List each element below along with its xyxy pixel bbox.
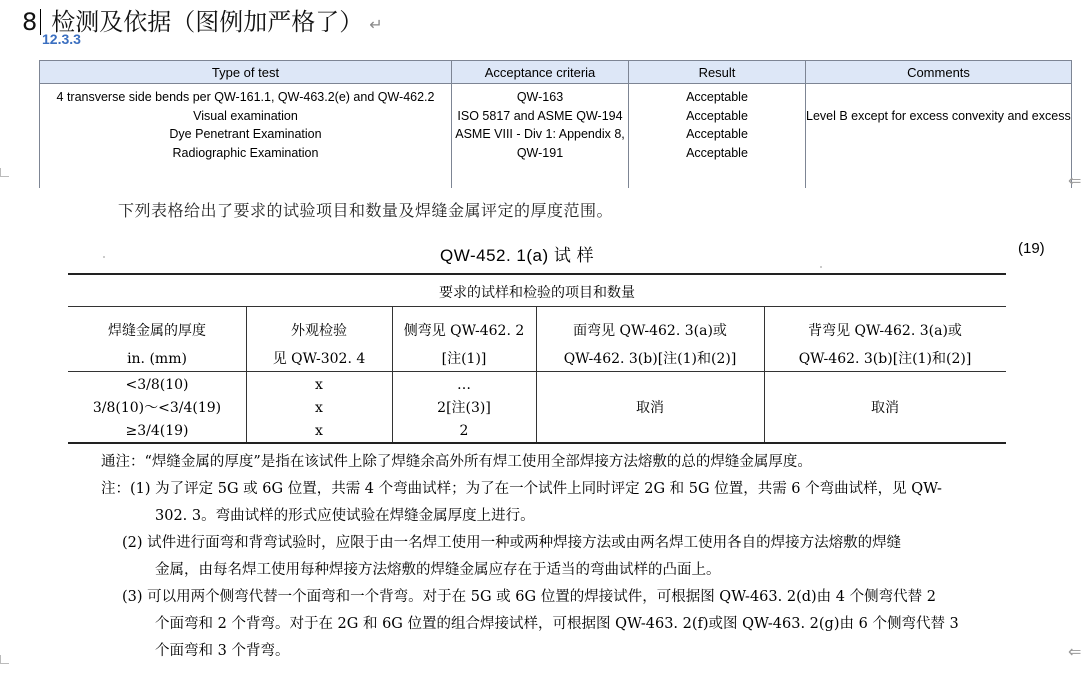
table-row <box>40 84 1072 189</box>
col-side-bend-header: 侧弯见 QW-462. 2 [注(1)] <box>403 323 525 367</box>
scan-speck <box>103 256 105 258</box>
col-face-bend-header: 面弯见 QW-462. 3(a)或 QW-462. 3(b)[注(1)和(2)] <box>563 323 737 367</box>
results-table-header <box>40 61 1072 84</box>
note-1: 注：(1) 为了评定 5G 或 6G 位置，共需 4 个弯曲试样；为了在一个试件上同时评定 2G 和 5G 位置，共需 6 个弯曲试样，见 QW- <box>101 481 942 497</box>
col-visual-header: 外观检验 见 QW-302. 4 <box>272 323 366 367</box>
col-comments: Comments <box>806 61 1072 84</box>
table-rule <box>68 306 1006 307</box>
col-acceptance-criteria: Acceptance criteria <box>452 61 629 84</box>
table-rule <box>68 371 1006 372</box>
criteria-cell: QW-163 <box>516 90 564 104</box>
table-row: <3/8(10) <box>125 377 189 393</box>
test-type-cell: Dye Penetrant Examination <box>169 127 322 141</box>
comment-cell <box>806 125 1071 144</box>
result-cell: Acceptable <box>686 127 748 141</box>
thickness-cells <box>68 374 246 443</box>
result-cell: Acceptable <box>686 145 748 160</box>
col-back-bend-header: 背弯见 QW-462. 3(a)或 QW-462. 3(b)[注(1)和(2)] <box>798 323 972 367</box>
note-1-cont: 302. 3。弯曲试样的形式应使试验在焊缝金属厚度上进行。 <box>155 508 535 524</box>
table-bottom-rule <box>68 442 1006 444</box>
col-thickness-header: 焊缝金属的厚度 in. (mm) <box>108 323 206 367</box>
face-bend-value: 取消 <box>636 400 664 416</box>
test-type-cell: 4 transverse side bends per QW-161.1, QW-463.2(e) and QW-462.2 <box>56 90 435 104</box>
criteria-cell: ISO 5817 and ASME QW-194 <box>457 108 623 123</box>
table-title: QW-452. 1(a) 试 样 <box>440 246 595 265</box>
comment-cell <box>806 88 1071 107</box>
return-arrow-icon: ⇐ <box>1068 642 1082 661</box>
margin-corner-mark <box>0 168 9 177</box>
comment-cell <box>806 144 1071 163</box>
heading-number: 8 <box>22 8 38 36</box>
side-bend-cells: … 2[注(3)] 2 <box>437 377 491 439</box>
note-3-end: 个面弯和 3 个背弯。 <box>155 643 290 659</box>
intro-line: 下列表格给出了要求的试验项目和数量及焊缝金属评定的厚度范围。 <box>118 201 614 220</box>
heading-text: 检测及依据（图例加严格了） <box>51 8 364 36</box>
table-number: (19) <box>1018 240 1045 257</box>
note-3-cont: 个面弯和 2 个背弯。对于在 2G 和 6G 位置的组合焊接试样，可根据图 QW-463. 2(f)或图 QW-463. 2(g)由 6 个侧弯代替 3 <box>155 616 959 632</box>
note-3: (3) 可以用两个侧弯代替一个面弯和一个背弯。对于在 5G 或 6G 位置的焊接试件，可根据图 QW-463. 2(d)由 4 个侧弯代替 2 <box>122 589 936 605</box>
visual-cells: x x x <box>315 377 323 439</box>
table-row: 3/8(10)～<3/4(19) <box>92 400 222 416</box>
clipped-subheading: 12.3.3 <box>42 31 81 47</box>
note-2: (2) 试件进行面弯和背弯试验时，应限于由一名焊工使用一种或两种焊接方法或由两名焊工使用各自的焊接方法熔敷的焊缝 <box>122 535 902 551</box>
note-2-cont: 金属，由每名焊工使用每种焊接方法熔敷的焊缝金属应存在于适当的弯曲试样的凸面上。 <box>155 562 721 578</box>
scan-speck <box>820 266 822 268</box>
table-top-rule <box>68 273 1006 275</box>
paragraph-mark-icon: ↵ <box>369 15 383 34</box>
test-type-cell: Radiographic Examination <box>172 145 319 160</box>
span-header: 要求的试样和检验的项目和数量 <box>439 285 635 301</box>
comment-cell: Level B except for excess convexity and excess <box>806 108 1071 123</box>
return-arrow-icon: ⇐ <box>1068 171 1082 190</box>
col-type-of-test: Type of test <box>40 61 452 84</box>
result-cell: Acceptable <box>686 108 748 123</box>
back-bend-value: 取消 <box>871 400 899 416</box>
col-result: Result <box>629 61 806 84</box>
results-table <box>39 60 1072 188</box>
result-cell: Acceptable <box>686 90 748 104</box>
general-note: 通注：“焊缝金属的厚度”是指在该试件上除了焊缝余高外所有焊工使用全部焊接方法熔敷的总的焊缝金属厚度。 <box>101 454 812 470</box>
table-row: ≥3/4(19) <box>125 423 189 439</box>
criteria-cell: QW-191 <box>516 145 564 160</box>
criteria-cell: ASME VIII - Div 1: Appendix 8, <box>455 127 625 141</box>
test-type-cell: Visual examination <box>193 108 298 123</box>
margin-corner-mark <box>0 655 9 664</box>
